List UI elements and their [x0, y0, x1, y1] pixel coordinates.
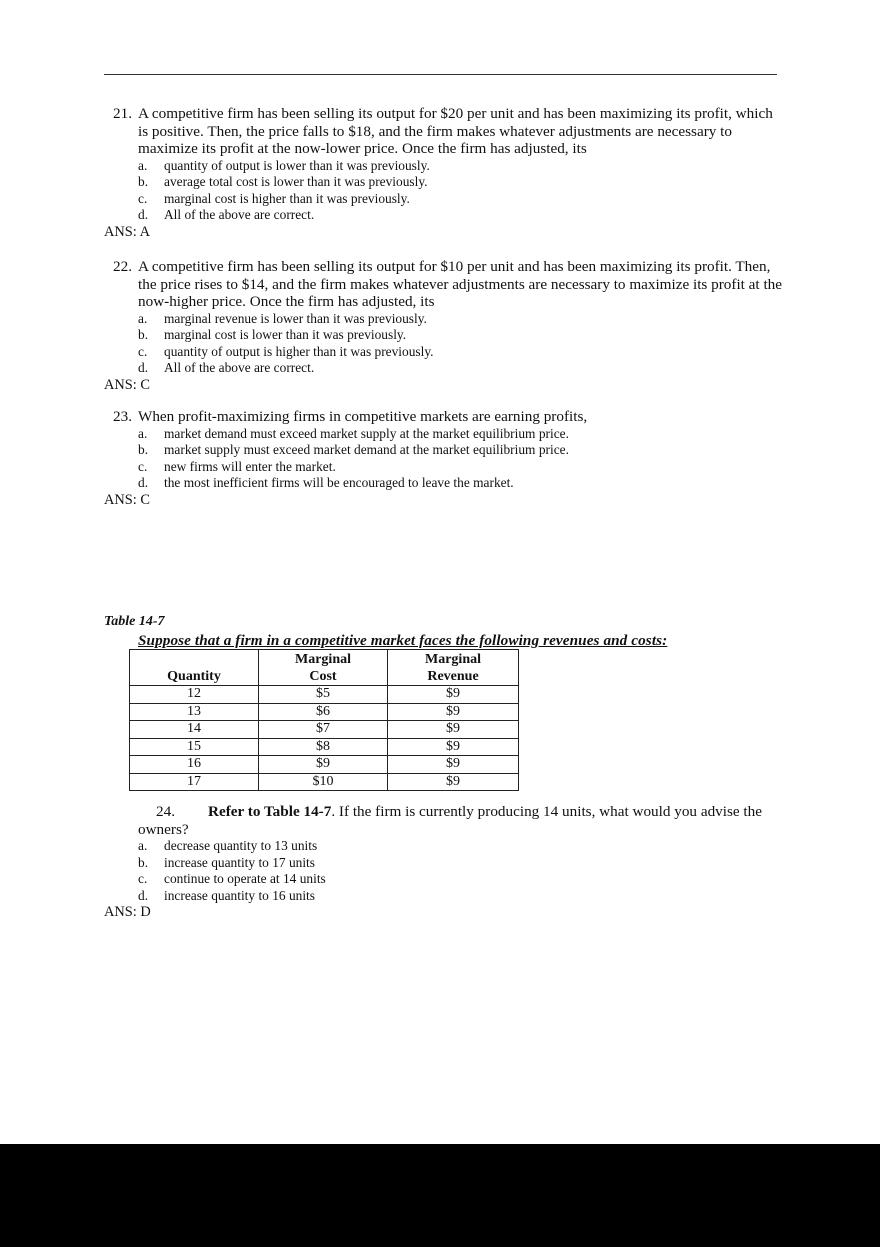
cell-marginal-cost: $7 [259, 721, 388, 739]
option-letter: c. [138, 871, 148, 887]
option-letter: d. [138, 887, 149, 903]
option-letter: a. [138, 310, 148, 326]
cell-marginal-revenue: $9 [388, 686, 519, 704]
option-letter: d. [138, 207, 149, 223]
question-text: A competitive firm has been selling its output for $10 per unit and has been maximizing its profit. Then, the price rises to $14, and the firm makes whatever adjustments are necessary to maximize its profit at the now-higher price. Once the firm has adjusted, its [138, 258, 782, 310]
option-letter: b. [138, 174, 149, 190]
table-title: Table 14-7 [104, 614, 165, 629]
question-text: . If the firm is currently producing 14 units, what would you advise the owners? [138, 803, 762, 838]
option-text: All of the above are correct. [164, 360, 315, 376]
option-b [104, 855, 784, 872]
answer-key: ANS: C [104, 491, 150, 508]
option-letter: a. [138, 425, 148, 441]
option-d [104, 888, 784, 905]
option-text: marginal cost is higher than it was previously. [164, 190, 410, 206]
answer-key: ANS: C [104, 376, 150, 393]
option-c [104, 191, 784, 208]
table-header-row [130, 650, 519, 686]
header-rule [104, 74, 777, 75]
option-text: the most inefficient firms will be encouraged to leave the market. [164, 475, 514, 491]
cell-quantity: 14 [130, 721, 259, 739]
option-a [104, 838, 784, 855]
cell-quantity: 16 [130, 756, 259, 774]
header-label: Quantity [167, 668, 221, 684]
option-text: All of the above are correct. [164, 207, 315, 223]
option-letter: c. [138, 343, 148, 359]
cell-marginal-revenue: $9 [388, 703, 519, 721]
option-b [104, 442, 784, 459]
cell-marginal-cost: $5 [259, 686, 388, 704]
cell-quantity: 13 [130, 703, 259, 721]
options-list [104, 158, 784, 224]
cell-marginal-cost: $6 [259, 703, 388, 721]
option-c [104, 344, 784, 361]
option-text: increase quantity to 16 units [164, 887, 315, 903]
cell-marginal-revenue: $9 [388, 773, 519, 791]
option-a [104, 158, 784, 175]
option-text: increase quantity to 17 units [164, 854, 315, 870]
option-letter: a. [138, 838, 148, 853]
header-label: Marginal [425, 652, 481, 667]
option-a [104, 426, 784, 443]
answer-key: ANS: D [104, 904, 151, 921]
table-row [130, 756, 519, 774]
table-row [130, 773, 519, 791]
option-d [104, 207, 784, 224]
cell-marginal-cost: $9 [259, 756, 388, 774]
option-b [104, 327, 784, 344]
option-text: market supply must exceed market demand at the market equilibrium price. [164, 442, 569, 458]
header-marginal-cost [259, 650, 388, 686]
option-text: marginal cost is lower than it was previously. [164, 327, 407, 343]
option-b [104, 174, 784, 191]
question-stem [104, 803, 784, 838]
question-text: When profit-maximizing firms in competitive markets are earning profits, [138, 408, 588, 425]
cell-marginal-revenue: $9 [388, 738, 519, 756]
cell-quantity: 12 [130, 686, 259, 704]
option-a [104, 311, 784, 328]
table-row [130, 703, 519, 721]
cell-marginal-cost: $8 [259, 738, 388, 756]
cell-marginal-revenue: $9 [388, 756, 519, 774]
options-list [104, 426, 784, 492]
cell-marginal-revenue: $9 [388, 721, 519, 739]
question-number: 23. [113, 408, 132, 425]
option-letter: d. [138, 360, 149, 376]
table-row [130, 738, 519, 756]
option-text: market demand must exceed market supply at the market equilibrium price. [164, 425, 569, 441]
option-d [104, 475, 784, 492]
table-row [130, 721, 519, 739]
header-label: Marginal [295, 652, 351, 667]
question-23 [104, 408, 784, 508]
question-stem [104, 258, 784, 311]
option-c [104, 459, 784, 476]
cell-marginal-cost: $10 [259, 773, 388, 791]
option-letter: b. [138, 442, 149, 458]
question-stem [104, 105, 784, 158]
option-d [104, 360, 784, 377]
option-letter: b. [138, 854, 149, 870]
option-text: decrease quantity to 13 units [164, 838, 318, 853]
question-number: 21. [113, 105, 132, 122]
question-22 [104, 258, 784, 393]
answer-key: ANS: A [104, 223, 150, 240]
option-text: marginal revenue is lower than it was previously. [164, 310, 427, 326]
options-list [104, 838, 784, 904]
table-row [130, 686, 519, 704]
header-label: Revenue [427, 668, 479, 684]
cost-revenue-table [129, 649, 519, 791]
question-24 [104, 803, 784, 920]
option-text: new firms will enter the market. [164, 458, 336, 474]
header-label: Cost [309, 668, 337, 684]
question-text: A competitive firm has been selling its output for $20 per unit and has been maximizing its profit, which is positive. Then, the price falls to $18, and the firm makes whatever adjustments are necessary to maximize its profit at the now-lower price. Once the firm has adjusted, its [138, 105, 773, 157]
option-text: average total cost is lower than it was previously. [164, 174, 428, 190]
header-marginal-revenue [388, 650, 519, 686]
question-number: 22. [113, 258, 132, 275]
table-reference: Refer to Table 14-7 [208, 803, 332, 820]
option-letter: b. [138, 327, 149, 343]
header-quantity [130, 650, 259, 686]
question-number: 24. [156, 803, 175, 820]
cell-quantity: 17 [130, 773, 259, 791]
table-caption: Suppose that a firm in a competitive market faces the following revenues and costs: [138, 632, 668, 649]
option-letter: c. [138, 458, 148, 474]
options-list [104, 311, 784, 377]
option-c [104, 871, 784, 888]
option-letter: a. [138, 157, 148, 173]
option-text: quantity of output is lower than it was previously. [164, 157, 430, 173]
question-21 [104, 105, 784, 240]
option-text: quantity of output is higher than it was previously. [164, 343, 434, 359]
option-letter: c. [138, 190, 148, 206]
option-letter: d. [138, 475, 149, 491]
cell-quantity: 15 [130, 738, 259, 756]
question-stem [104, 408, 784, 426]
option-text: continue to operate at 14 units [164, 871, 326, 887]
